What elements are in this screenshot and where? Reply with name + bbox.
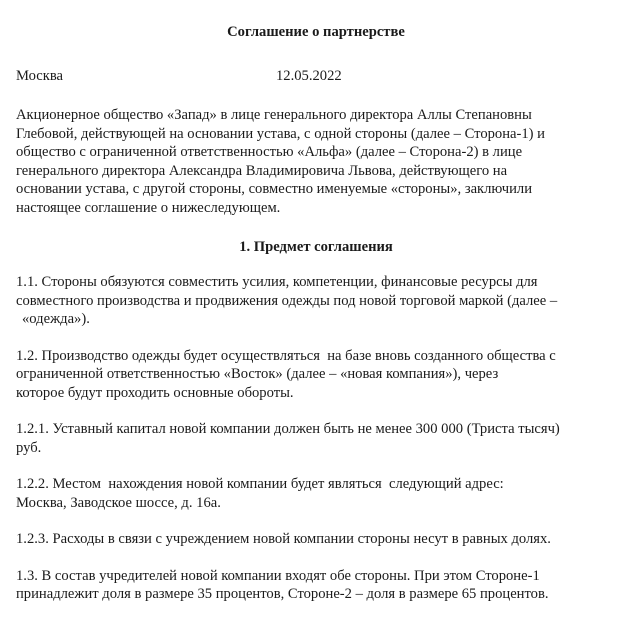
clause-line: 1.2. Производство одежды будет осуществляться на базе вновь созданного общества с	[16, 347, 556, 364]
preamble-line: Глебовой, действующей на основании устава, с одной стороны (далее – Сторона-1) и	[16, 125, 545, 142]
clause-line: 1.3. В состав учредителей новой компании входят обе стороны. При этом Стороне-1	[16, 567, 540, 584]
preamble-paragraph	[16, 106, 616, 217]
clause-line: совместного производства и продвижения одежды под новой торговой маркой (далее –	[16, 292, 558, 309]
clause-line: которое будут проходить основные обороты.	[16, 384, 294, 401]
clause-line: 1.2.2. Местом нахождения новой компании будет являться следующий адрес:	[16, 476, 504, 492]
clause-line: принадлежит доля в размере 35 процентов, Стороне-2 – доля в размере 65 процентов.	[16, 586, 549, 602]
clause-line: ограниченной ответственностью «Восток» (далее – «новая компания»), через	[16, 366, 499, 382]
document-page	[16, 22, 616, 604]
document-city: Москва	[16, 68, 64, 84]
document-title: Соглашение о партнерстве	[227, 24, 405, 40]
clause-1-1	[16, 273, 616, 329]
section-heading: 1. Предмет соглашения	[239, 239, 393, 255]
clause-line: 1.2.3. Расходы в связи с учреждением новой компании стороны несут в равных долях.	[16, 531, 551, 547]
clause-1-2-3	[16, 530, 616, 549]
preamble-line: настоящее соглашение о нижеследующем.	[16, 199, 281, 216]
clause-line: «одежда»).	[22, 311, 90, 327]
preamble-line: основании устава, с другой стороны, совместно именуемые «стороны», заключили	[16, 181, 533, 197]
document-date: 12.05.2022	[276, 68, 342, 84]
place-date-row	[16, 66, 616, 86]
preamble-line: генерального директора Александра Владимировича Львова, действующего на	[16, 162, 508, 179]
clause-1-2	[16, 347, 616, 403]
clause-1-3	[16, 567, 616, 604]
preamble-line: Акционерное общество «Запад» в лице генерального директора Аллы Степановны	[16, 107, 532, 123]
clause-1-2-1	[16, 420, 616, 457]
clause-line: 1.2.1. Уставный капитал новой компании должен быть не менее 300 000 (Триста тысяч)	[16, 421, 560, 437]
clause-line: Москва, Заводское шоссе, д. 16а.	[16, 494, 221, 511]
clause-line: руб.	[16, 439, 42, 456]
preamble-line: общество с ограниченной ответственностью «Альфа» (далее – Сторона-2) в лице	[16, 144, 523, 160]
clause-line: 1.1. Стороны обязуются совместить усилия, компетенции, финансовые ресурсы для	[16, 274, 538, 290]
clause-1-2-2	[16, 475, 616, 512]
